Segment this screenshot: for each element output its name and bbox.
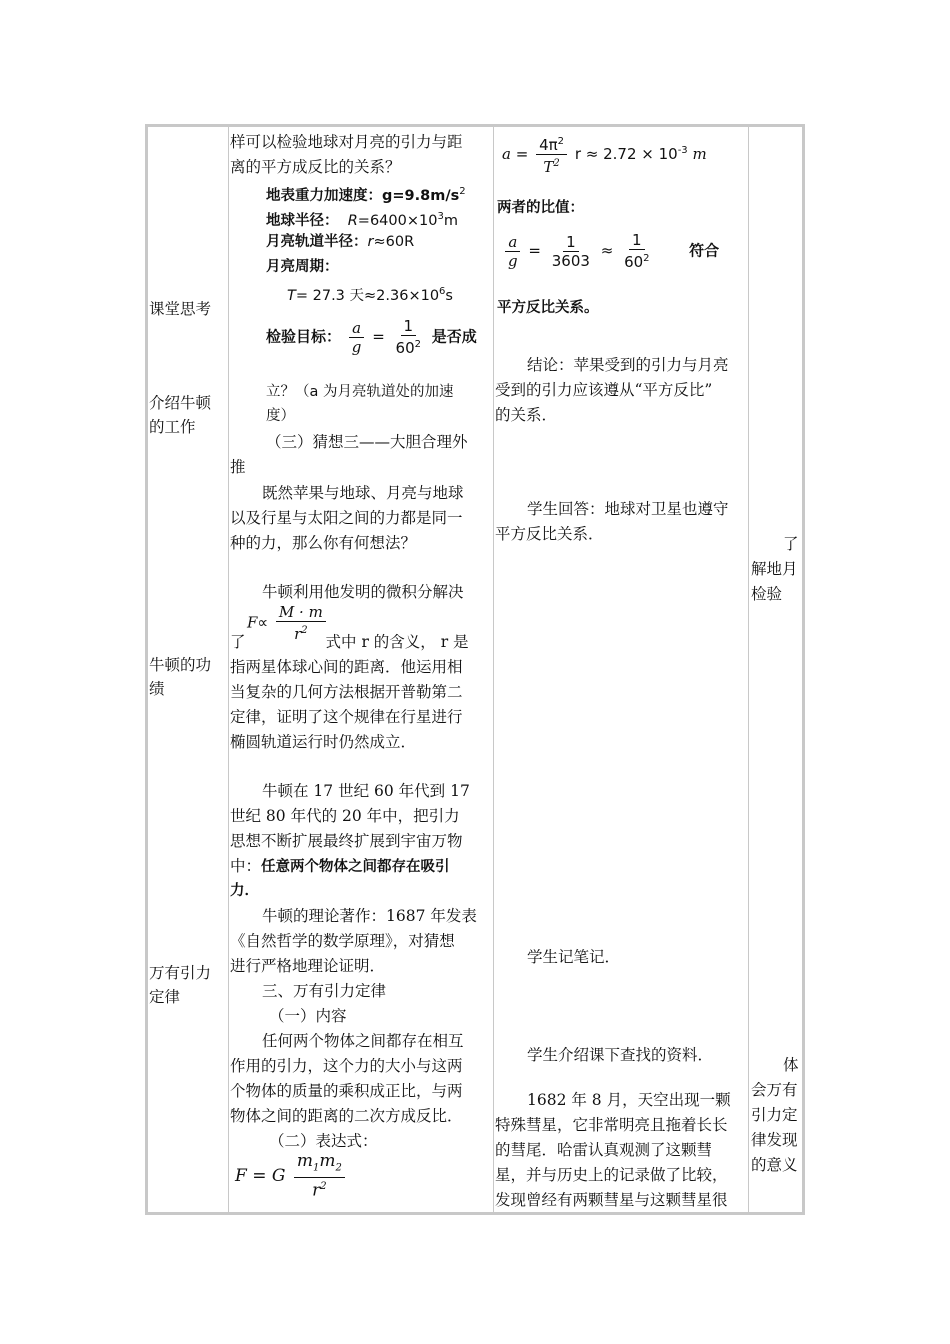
text-line: 牛顿在 17 世纪 60 年代到 17 bbox=[262, 782, 470, 800]
stage-label: 课堂思考 bbox=[149, 300, 212, 318]
stage-label: 介绍牛顿 bbox=[149, 394, 212, 412]
objective-text: 体 bbox=[783, 1056, 799, 1074]
text-line: 1682 年 8 月，天空出现一颗 bbox=[527, 1091, 731, 1109]
target-formula: 检验目标： $\frac{a}{g}$ = $\frac{1}{60^2}$ 是否成 bbox=[266, 317, 477, 357]
text-line: 学生介绍课下查找的资料． bbox=[527, 1046, 714, 1064]
text-line: 中：任意两个物体之间都存在吸引 bbox=[230, 857, 450, 875]
text-line: 的彗尾．哈雷认真观测了这颗彗 bbox=[495, 1141, 713, 1159]
subsection-heading: （二）表达式： bbox=[269, 1132, 378, 1150]
text-line: 指两星体球心间的距离．他运用相 bbox=[230, 658, 463, 676]
text-line: 既然苹果与地球、月亮与地球 bbox=[262, 484, 464, 502]
text-line: 世纪 80 年代的 20 年中，把引力 bbox=[230, 807, 460, 825]
text-line: 推 bbox=[230, 458, 246, 476]
text-line: 作用的引力，这个力的大小与这两 bbox=[230, 1057, 463, 1075]
text-line: 定律，证明了这个规律在行星进行 bbox=[230, 708, 463, 726]
objective-text: 检验 bbox=[751, 585, 783, 603]
objective-text: 了 bbox=[783, 535, 799, 553]
lesson-plan-table bbox=[145, 124, 805, 1215]
text-line: 力． bbox=[230, 883, 259, 899]
text-line: 样可以检验地球对月亮的引力与距 bbox=[230, 133, 463, 151]
stage-column bbox=[148, 127, 228, 1212]
text-line: 个物体的质量的乘积成正比，与两 bbox=[230, 1082, 463, 1100]
objective-text: 的意义 bbox=[751, 1156, 798, 1174]
text-line: 离的平方成反比的关系？ bbox=[230, 158, 401, 176]
text-line: 受到的引力应该遵从“平方反比” bbox=[495, 381, 713, 399]
teacher-column bbox=[229, 127, 493, 1212]
text-line: 牛顿利用他发明的微积分解决 bbox=[262, 583, 464, 601]
objective-text: 律发现 bbox=[751, 1131, 798, 1149]
stage-label: 的工作 bbox=[149, 418, 196, 436]
text-line: 平方反比关系． bbox=[495, 525, 604, 543]
text-line: 进行严格地理论证明． bbox=[230, 957, 386, 975]
ratio-label: 两者的比值： bbox=[497, 200, 584, 216]
text-line: （三）猜想三——大胆合理外 bbox=[266, 433, 468, 451]
text-line: 的关系． bbox=[495, 406, 558, 424]
gravity-accel-line: 地表重力加速度：$g=9.8m/s^2$ bbox=[266, 186, 466, 204]
period-line: T= 27.3 天$\approx 2.36\times 10^6s$ bbox=[287, 286, 453, 304]
text-line: 特殊彗星，它非常明亮且拖着长长 bbox=[495, 1116, 728, 1134]
stage-label: 万有引力 bbox=[149, 964, 212, 982]
acceleration-formula: a = $\frac{4\pi^2}{T^2}$ $r \approx 2.72 \times 10^{-3}$ m bbox=[502, 133, 707, 176]
stage-label: 牛顿的功 bbox=[149, 656, 212, 674]
stage-label: 定律 bbox=[149, 988, 181, 1006]
period-label: 月亮周期： bbox=[266, 259, 339, 275]
text-line: 当复杂的几何方法根据开普勒第二 bbox=[230, 683, 463, 701]
section-heading: 三、万有引力定律 bbox=[262, 982, 387, 1000]
text-line: 《自然哲学的数学原理》，对猜想 bbox=[230, 932, 455, 950]
text-line: 种的力，那么你有何想法？ bbox=[230, 534, 417, 552]
text-line: 任何两个物体之间都存在相互 bbox=[262, 1032, 464, 1050]
text-line: 思想不断扩展最终扩展到宇宙万物 bbox=[230, 832, 463, 850]
student-column bbox=[494, 127, 748, 1212]
text-line: 学生回答：地球对卫星也遵守 bbox=[527, 500, 729, 518]
objective-text: 引力定 bbox=[751, 1106, 798, 1124]
ratio-formula: $\frac{a}{g}$ = $\frac{1}{3603}$ ≈ $\frac{1}{60^2}$ 符合 bbox=[502, 231, 719, 271]
objective-text: 解地月 bbox=[751, 560, 798, 578]
text-line: 发现曾经有两颗彗星与这颗彗星很 bbox=[495, 1191, 728, 1209]
earth-radius-line: 地球半径： $R=6400\times 10^3m$ bbox=[266, 211, 458, 229]
subsection-heading: （一）内容 bbox=[269, 1007, 347, 1025]
stage-label: 绩 bbox=[149, 680, 165, 698]
text-line: 椭圆轨道运行时仍然成立． bbox=[230, 733, 417, 751]
text-line: 了 式中 r 的含义， r 是 bbox=[230, 633, 469, 651]
text-line: 结论：苹果受到的引力与月亮 bbox=[527, 356, 729, 374]
text-line: 物体之间的距离的二次方成反比． bbox=[230, 1107, 463, 1125]
text-line: 学生记笔记． bbox=[527, 948, 621, 966]
gravitation-formula: F = G $\frac{m_1m_2}{r^2}$ bbox=[235, 1152, 348, 1200]
text-line: 度） bbox=[266, 408, 295, 424]
objective-text: 会万有 bbox=[751, 1081, 798, 1099]
objective-column bbox=[749, 127, 805, 1212]
text-line: 星，并与历史上的记录做了比较， bbox=[495, 1166, 728, 1184]
proportion-formula: F∝ $\frac{M \cdot m}{r^2}$ bbox=[247, 603, 329, 643]
text-line: 牛顿的理论著作：1687 年发表 bbox=[262, 907, 477, 925]
text-line: 立？（a 为月亮轨道处的加速 bbox=[266, 384, 454, 400]
text-line: 以及行星与太阳之间的力都是同一 bbox=[230, 509, 463, 527]
orbit-radius-line: 月亮轨道半径：r≈60R bbox=[266, 234, 415, 250]
ratio-conclusion: 平方反比关系。 bbox=[497, 300, 599, 316]
